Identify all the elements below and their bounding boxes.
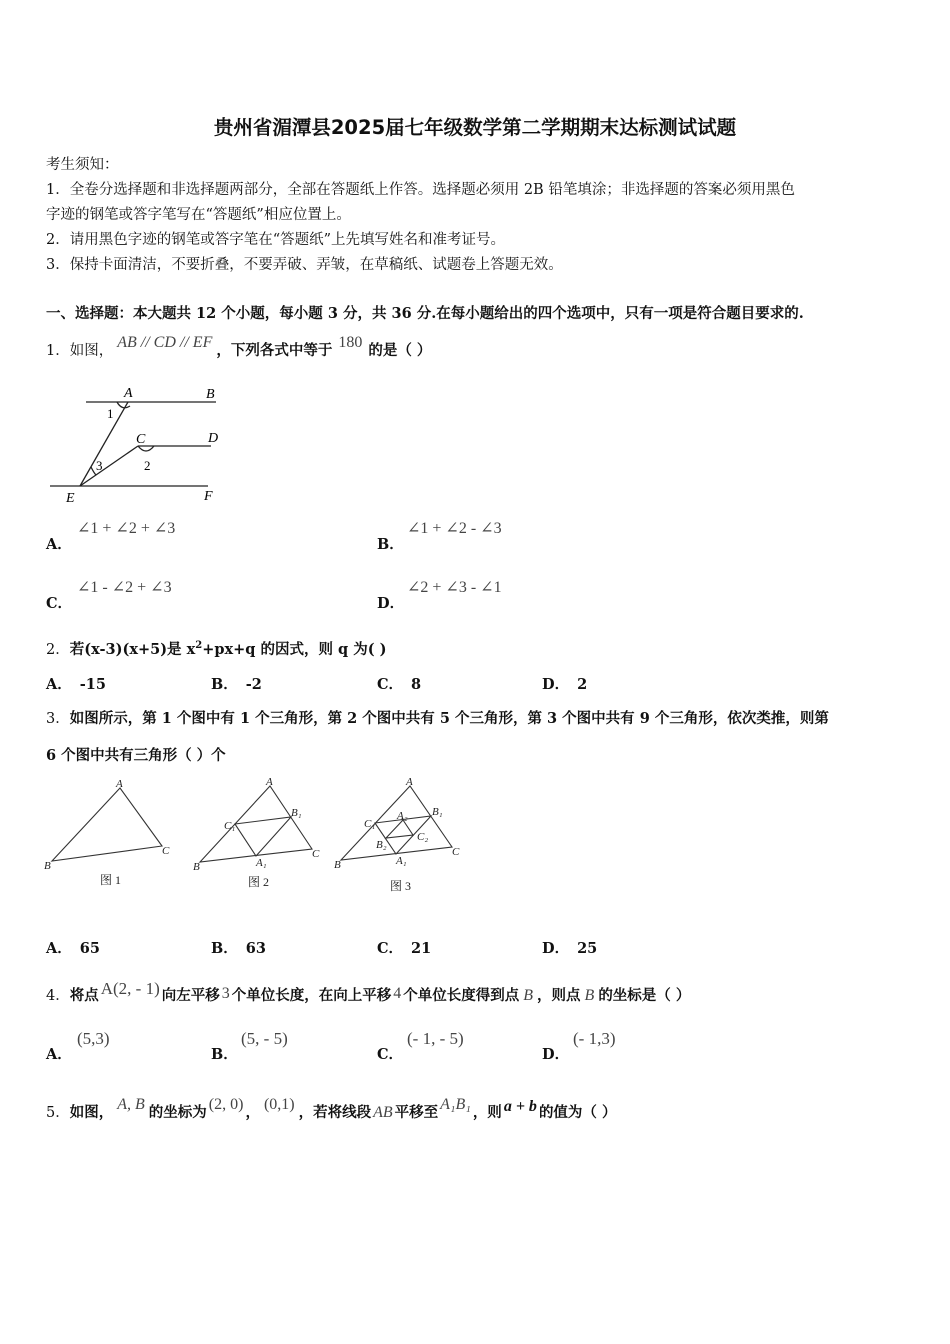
- q5-coord-B: (0,1): [263, 1096, 295, 1113]
- q3-option-C-label: C．: [377, 940, 404, 957]
- q3-f3-C: C: [452, 846, 460, 858]
- q2-option-B[interactable]: [211, 673, 262, 694]
- q2-option-B-value: -2: [245, 676, 262, 693]
- q4-stem: [46, 979, 691, 1005]
- notice-line-3: 3．保持卡面清洁，不要折叠，不要弄破、弄皱，在草稿纸、试题卷上答题无效。: [46, 257, 563, 273]
- q5-text-2: 的坐标为: [148, 1104, 207, 1121]
- q1-label-D: D: [208, 431, 219, 446]
- q3-f3-A2: A₂: [397, 810, 408, 822]
- q3-option-D-value: 25: [577, 940, 598, 957]
- page-title: 贵州省湄潭县2025届七年级数学第二学期期末达标测试试题: [213, 116, 737, 139]
- q1-option-D-expr: ∠2 + ∠3 - ∠1: [407, 579, 502, 596]
- q4-text-5: ，则点: [537, 987, 581, 1004]
- q3-f1-A: A: [116, 778, 123, 790]
- q1-label-F: F: [204, 489, 213, 504]
- q2-text: 若(x-3)(x+5)是 x: [69, 641, 196, 658]
- q1-label-B: B: [206, 387, 215, 402]
- q2-sup: 2: [195, 640, 203, 652]
- q3-fig2-caption: 图 2: [248, 875, 270, 889]
- q4-option-B-expr: (5, - 5): [241, 1029, 288, 1048]
- q5-text-6: ，则: [472, 1104, 502, 1121]
- q5-text-1: 如图，: [69, 1104, 114, 1121]
- q3-option-C[interactable]: [377, 937, 431, 958]
- q1-option-B-expr: ∠1 + ∠2 - ∠3: [407, 520, 502, 537]
- q3-f3-C2: C₂: [417, 831, 429, 843]
- q1-figure: [46, 378, 236, 508]
- q4-text-4: 个单位长度得到点: [403, 987, 520, 1004]
- q5-text-5: 平移至: [394, 1104, 439, 1121]
- q3-f3-B: B: [334, 859, 341, 871]
- q1-option-B-label[interactable]: B．: [377, 536, 404, 553]
- q4-shift-up: 4: [393, 985, 402, 1002]
- q3-option-B-label: B．: [211, 940, 238, 957]
- q4-text-1: 将点: [69, 987, 99, 1004]
- q1-parallel-expr: AB // CD // EF: [117, 334, 213, 351]
- q3-figures: [40, 774, 470, 899]
- q1-option-C-label[interactable]: C．: [46, 595, 73, 612]
- q5-segment-A1B1: A₁B₁: [440, 1096, 471, 1113]
- q3-f2-A: A: [266, 776, 273, 788]
- q4-point-A: A(2, - 1): [100, 979, 160, 998]
- q2-option-D[interactable]: [542, 673, 587, 694]
- q3-f1-B: B: [44, 860, 51, 872]
- q3-number: 3．: [46, 711, 70, 727]
- notice-line-1a: 1．全卷分选择题和非选择题两部分，全部在答题纸上作答。选择题必须用 2B 铅笔填涂；非选择题的答案必须用黑色: [46, 182, 795, 198]
- q1-text-end: 的是（ ）: [368, 342, 432, 359]
- q3-f2-C: C: [312, 848, 320, 860]
- q2-option-A[interactable]: [46, 673, 106, 694]
- q4-point-B: B: [523, 987, 534, 1004]
- q1-stem: [46, 334, 432, 360]
- q3-option-D[interactable]: [542, 937, 597, 958]
- q4-point-B-2: B: [584, 987, 595, 1004]
- q5-coord-A: (2, 0): [208, 1096, 244, 1113]
- q4-shift-left: 3: [221, 985, 230, 1002]
- q1-angle-2: 2: [144, 458, 151, 473]
- q2-option-D-value: 2: [577, 676, 588, 693]
- q5-segment-AB: AB: [373, 1104, 393, 1121]
- q2-option-C-value: 8: [411, 676, 422, 693]
- q4-option-C-expr: (- 1, - 5): [407, 1029, 464, 1048]
- q3-fig1-caption: 图 1: [100, 873, 122, 887]
- q5-points: A, B: [117, 1096, 145, 1113]
- q5-number: 5．: [46, 1105, 70, 1121]
- q5-expr: a + b: [503, 1098, 537, 1115]
- notice-line-2: 2．请用黑色字迹的钢笔或答字笔在“答题纸”上先填写姓名和准考证号。: [46, 232, 506, 248]
- q3-option-A[interactable]: [46, 937, 100, 958]
- q1-option-D-label[interactable]: D．: [377, 595, 405, 612]
- q1-number: 1．如图，: [46, 343, 114, 359]
- q3-f2-C1: C₁: [224, 820, 236, 832]
- q1-text: ，下列各式中等于: [216, 342, 333, 359]
- section-heading: 一、选择题：本大题共 12 个小题，每小题 3 分，共 36 分.在每小题给出的四个选项中，只有一项是符合题目要求的.: [46, 305, 804, 322]
- q1-option-A-expr: ∠1 + ∠2 + ∠3: [77, 520, 176, 537]
- q3-f3-C1: C₁: [364, 818, 376, 830]
- q4-text-2: 向左平移: [161, 987, 220, 1004]
- q2-option-D-label: D．: [542, 676, 570, 693]
- q1-label-A: A: [124, 386, 133, 401]
- q1-label-C: C: [136, 432, 146, 447]
- q1-label-E: E: [66, 491, 75, 506]
- notice-heading: 考生须知：: [46, 157, 119, 173]
- q3-f2-B: B: [193, 861, 200, 873]
- q3-f3-A: A: [406, 776, 413, 788]
- q3-f3-A1: A₁: [396, 855, 407, 867]
- q3-f3-B1: B₁: [432, 806, 443, 818]
- q1-angle-3: 3: [96, 458, 103, 473]
- q1-angle-1: 1: [107, 406, 114, 421]
- q2-text-end: +px+q 的因式，则 q 为( ): [202, 641, 387, 658]
- q4-option-A-label[interactable]: A．: [46, 1046, 72, 1063]
- q4-option-D-expr: (- 1,3): [573, 1029, 616, 1048]
- q3-f2-B1: B₁: [291, 807, 302, 819]
- q3-option-C-value: 21: [411, 940, 432, 957]
- q3-f3-B2: B₂: [376, 839, 387, 851]
- q3-option-A-label: A．: [46, 940, 72, 957]
- q5-stem: [46, 1096, 617, 1122]
- q4-text-6: 的坐标是（ ）: [598, 987, 691, 1004]
- q3-option-B[interactable]: [211, 937, 266, 958]
- q1-value: 180: [338, 334, 363, 351]
- q3-option-B-value: 63: [245, 940, 266, 957]
- q1-option-A-label[interactable]: A．: [46, 536, 72, 553]
- q3-option-A-value: 65: [79, 940, 100, 957]
- q4-option-A-expr: (5,3): [77, 1029, 110, 1048]
- q3-option-D-label: D．: [542, 940, 570, 957]
- notice-line-1b: 字迹的钢笔或答字笔写在“答题纸”相应位置上。: [46, 207, 351, 223]
- q4-option-B-label[interactable]: B．: [211, 1046, 238, 1063]
- q3-stem-line-1: [46, 707, 829, 728]
- q2-option-B-label: B．: [211, 676, 238, 693]
- q5-text-7: 的值为（ ）: [538, 1104, 617, 1121]
- q4-text-3: 个单位长度，在向上平移: [231, 987, 392, 1004]
- q3-fig3-caption: 图 3: [390, 879, 412, 893]
- q3-f1-C: C: [162, 845, 170, 857]
- q3-stem-line-2: 6 个图中共有三角形（ ）个: [46, 747, 226, 764]
- q3-f2-A1: A₁: [256, 857, 267, 869]
- q4-number: 4．: [46, 988, 70, 1004]
- q2-number: 2．: [46, 642, 70, 658]
- q3-text: 如图所示，第 1 个图中有 1 个三角形，第 2 个图中共有 5 个三角形，第 3 个图中共有 9 个三角形，依次类推，则第: [69, 710, 829, 727]
- q5-text-3: ，: [245, 1104, 260, 1121]
- q4-option-C-label[interactable]: C．: [377, 1046, 404, 1063]
- q2-option-C[interactable]: [377, 673, 421, 694]
- q1-option-C-expr: ∠1 - ∠2 + ∠3: [77, 579, 172, 596]
- q2-option-A-value: -15: [79, 676, 106, 693]
- q4-option-D-label[interactable]: D．: [542, 1046, 570, 1063]
- q2-option-C-label: C．: [377, 676, 404, 693]
- q5-text-4: ，若将线段: [298, 1104, 372, 1121]
- q2-stem: [46, 638, 387, 659]
- q2-option-A-label: A．: [46, 676, 72, 693]
